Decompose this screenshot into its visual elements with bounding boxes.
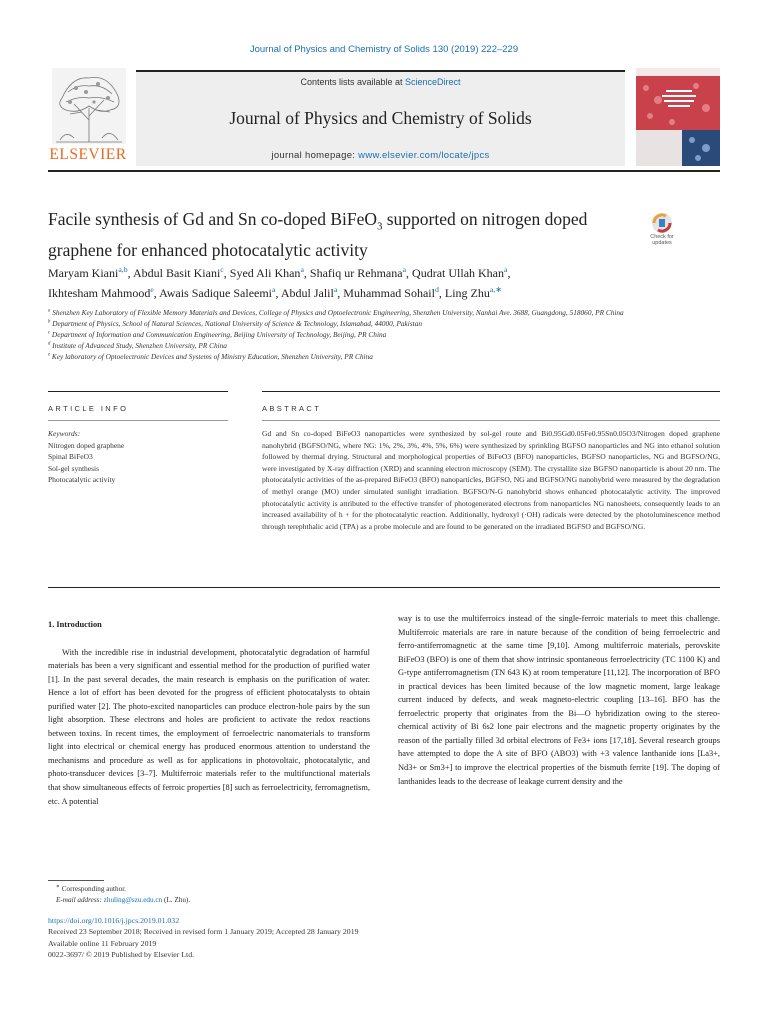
affiliation-item [48, 318, 720, 329]
author-name: Muhammad Sohail [343, 286, 435, 300]
author-affiliation-mark[interactable]: c [220, 265, 224, 274]
title-line1-pre: Facile synthesis of Gd and Sn co-doped BiFeO [48, 209, 378, 229]
keyword-item: Nitrogen doped graphene [48, 440, 125, 450]
keyword-item: Sol-gel synthesis [48, 463, 100, 473]
author-separator: , [303, 266, 310, 280]
affiliation-text: Shenzhen Key Laboratory of Flexible Memory Materials and Devices, College of Physics and Optoelectronic Engineering, Shenzhen University, Nanhai Ave. 3688, Guangdong, 518060, PR China [50, 308, 624, 317]
affiliation-text: Institute of Advanced Study, Shenzhen University, PR China [50, 341, 227, 350]
article-title [48, 208, 628, 262]
check-label-line2: updates [652, 240, 672, 246]
affiliation-item [48, 340, 720, 351]
abstract-text: Gd and Sn co-doped BiFeO3 nanoparticles were synthesized by sol-gel route and Bi0.95Gd0.05Fe0.95Sn0.05O3/Nitrogen doped graphene nanohybrid (BGFSO/NG, where NG: 1%, 2%, 3%, 4%, 5%, 6%) were synthesized by sprinkling BGFSO nanoparticles and NG into ethanol solution followed by thermal drying. Structural and morphological properties of BiFeO3 (BFO) nanoparticles, BGFSO nanoparticles, NG and BGFSO/NG, were investigated by X-ray diffraction (XRD) and scanning electron microscopy (SEM). The crystallite size BGFSO nanoparticle is about 20 nm. The photocatalytic activities of the as-prepared BiFeO3 (BFO) nanoparticles, BGFSO, NG and BGFSO/NG nanohybrid were measured by the degradation of methyl orange (MO) under simulated sunlight irradiation. BGFSO/N-G nanohybrid shows enhanced photocatalytic activity. The improved photocatalytic activity is attributed to the effective transfer of photogenerated electrons from nanoparticles NG nanosheets, consequently leads to an increased availability of h + for the photocatalytic reaction. Additionally, hydroxyl (·OH) radicals were detected by the photoluminescence method through terephthalic acid (TPA) as a probe molecule and are found to be generated on the irradiated BGFSO and BGFSO/NG. [262, 429, 720, 531]
article-info-rule [48, 391, 228, 392]
publication-info [48, 915, 468, 961]
author-separator: , [406, 266, 413, 280]
author-separator: , [153, 286, 160, 300]
journal-citation[interactable]: Journal of Physics and Chemistry of Solids 130 (2019) 222–229 [249, 44, 519, 55]
introduction-paragraph-2: way is to use the multiferroics instead of the single-ferroic materials to meet this challenge. Multiferroic materials are rare in nature because of the condition of being ferroelectric and ferro-antiferromagnetic at the same time [9,10]. Among multiferroic materials, perovskite BiFeO3 (BFO) is one of them that show intrinsic spontaneous ferroelectricity (TC 1100 K) and G-type antiferromagnetism (TN 643 K) at room temperature [11,12]. The incorporation of BFO in practical devices has been limited because of the low magnetic moment, large leakage current induced by defects, and weak magneto-electric coupling [13–16]. BFO has the ferroelectric property that originates from the Bi—O hybridization owing to the stereo-chemical activity of Bi 6s2 lone pair electrons and the magnetic property originates by the reason of the partially filled 3d orbital electrons of Fe3+ ions [17,18]. Several research groups have attempted to dope the A site of BFO (ABO3) with +3 valence lanthanide ions [La3+, Nd3+ or Sm3+] to improve the electrical properties of the bismuth ferrite [19]. The doping of lanthanides leads to the decrease of leakage current density and the [398, 614, 720, 786]
author-separator: , [223, 266, 230, 280]
affiliation-text: Key laboratory of Optoelectronic Devices and Systems of Ministry Education, Shenzhen University, PR China [50, 352, 373, 361]
introduction-heading: 1. Introduction [48, 620, 102, 629]
masthead-top-rule [136, 70, 625, 72]
author-separator: , [337, 286, 344, 300]
contents-prefix: Contents lists available at [300, 77, 406, 87]
frontmatter-bottom-rule [48, 587, 720, 588]
journal-homepage [136, 150, 625, 161]
author-separator: , [438, 286, 445, 300]
keyword-item: Photocatalytic activity [48, 475, 116, 484]
author-name: Qudrat Ullah Khan [412, 266, 505, 280]
author-list [48, 263, 720, 303]
body-column-right [398, 612, 720, 788]
author-name: Abdul Basit Kiani [132, 266, 221, 280]
author-name: Ling Zhu [444, 286, 490, 300]
check-for-updates-label [640, 234, 684, 246]
author-affiliation-mark[interactable]: d [434, 285, 439, 294]
author-name: Abdul Jalil [280, 286, 334, 300]
author-name: Shafiq ur Rehmana [309, 266, 403, 280]
journal-title: Journal of Physics and Chemistry of Solids [229, 108, 532, 128]
corresponding-author-label: Corresponding author. [61, 885, 126, 893]
title-line2: graphene for enhanced photocatalytic activity [48, 239, 368, 260]
email-suffix: (L. Zhu). [162, 896, 191, 904]
body-column-left [48, 618, 370, 808]
author-name: Maryam Kiani [48, 266, 119, 280]
introduction-paragraph-1: With the incredible rise in industrial development, photocatalytic degradation of harmful materials has been a very significant and essential method for the production of purified water [1]. In the past several decades, the main research is emphasis on the purification of water. Hence a lot of effort has been devoted for the progress of efficient photocatalysts to obtain purified water [2]. The photo-excited nanoparticles can produce electron-hole pairs by the sun light absorption. These electrons and holes are proficient to activate the redox reactions between toxins. In recent times, the employment of ferroelectric nanomaterials to transform light into electrical or chemical energy has produced enormous attention to understand the mechanisms and procedure as well as for applications in photovoltaic, photocatalytic, and photo-transducer devices [3–7]. Multiferroic materials refer to the multifunctional materials that show simultaneous effects of ferroic properties [8] such as ferroelectricity, ferromagnetism, etc. A potential [48, 647, 370, 806]
abstract-rule [262, 391, 720, 392]
corresponding-author-footnote [48, 884, 370, 906]
email-label: E-mail address: [56, 896, 104, 904]
affiliation-mark: c [48, 330, 51, 336]
title-line1-post: supported on nitrogen doped [382, 209, 588, 229]
abstract-subrule [262, 420, 720, 421]
abstract-heading: ABSTRACT [262, 404, 322, 413]
affiliation-mark: a [48, 308, 51, 314]
affiliation-text: Department of Physics, School of Natural Sciences, National University of Science & Technology, Islamabad, 44000, Pakistan [50, 319, 422, 328]
affiliation-item [48, 329, 720, 340]
author-affiliation-mark[interactable]: a,b [118, 265, 128, 274]
contents-line [136, 77, 625, 87]
author-separator: , [275, 286, 281, 300]
affiliation-item [48, 351, 720, 362]
author-affiliation-mark[interactable]: a [333, 285, 338, 294]
sciencedirect-link[interactable]: ScienceDirect [405, 77, 461, 87]
affiliation-mark: d [48, 341, 51, 347]
affiliation-text: Department of Information and Communication Engineering, Beijing University of Technology, Beijing, PR China [50, 330, 387, 339]
footnote-mark: ∗ [56, 884, 60, 890]
check-for-updates-icon [640, 212, 684, 236]
author-affiliation-mark[interactable]: a,∗ [489, 285, 502, 294]
journal-cover-icon [636, 68, 720, 166]
author-affiliation-mark[interactable]: a [504, 265, 508, 274]
copyright-line: 0022-3697/ © 2019 Published by Elsevier Ltd. [48, 950, 195, 960]
received-dates: Received 23 September 2018; Received in revised form 1 January 2019; Accepted 28 January 2019 [48, 927, 359, 937]
keyword-item: Spinal BiFeO3 [48, 452, 93, 461]
doi-link[interactable]: https://doi.org/10.1016/j.jpcs.2019.01.032 [48, 916, 180, 925]
masthead-bottom-rule [48, 170, 720, 172]
title-subscript: 3 [377, 221, 383, 233]
elsevier-logo[interactable] [48, 66, 128, 164]
author-name: Syed Ali Khan [229, 266, 301, 280]
available-online: Available online 11 February 2019 [48, 938, 157, 948]
author-affiliation-mark[interactable]: a [272, 285, 276, 294]
journal-cover-image[interactable] [636, 68, 720, 166]
affiliation-mark: b [48, 319, 51, 325]
affiliation-item [48, 307, 720, 318]
footnote-rule [48, 880, 104, 881]
affiliation-mark: e [48, 352, 51, 358]
author-affiliation-mark[interactable]: a [402, 265, 407, 274]
author-affiliation-mark[interactable]: e [150, 285, 154, 294]
check-label-line1: Check for [650, 234, 674, 240]
author-name: Ikhtesham Mahmood [48, 286, 151, 300]
keywords-block [48, 428, 228, 486]
elsevier-tree-icon [52, 68, 126, 144]
author-separator: , [127, 266, 133, 280]
author-name: Awais Sadique Saleemi [159, 286, 273, 300]
elsevier-wordmark: ELSEVIER [49, 146, 127, 163]
homepage-link[interactable]: www.elsevier.com/locate/jpcs [358, 150, 490, 161]
article-info-subrule [48, 420, 228, 421]
homepage-prefix: journal homepage: [271, 150, 359, 161]
keywords-label: Keywords: [48, 429, 81, 438]
author-separator: , [507, 266, 511, 280]
article-info-heading: ARTICLE INFO [48, 404, 129, 413]
email-link[interactable]: zhuling@szu.edu.cn [103, 896, 163, 904]
author-affiliation-mark[interactable]: a [300, 265, 304, 274]
affiliation-list [48, 307, 720, 362]
